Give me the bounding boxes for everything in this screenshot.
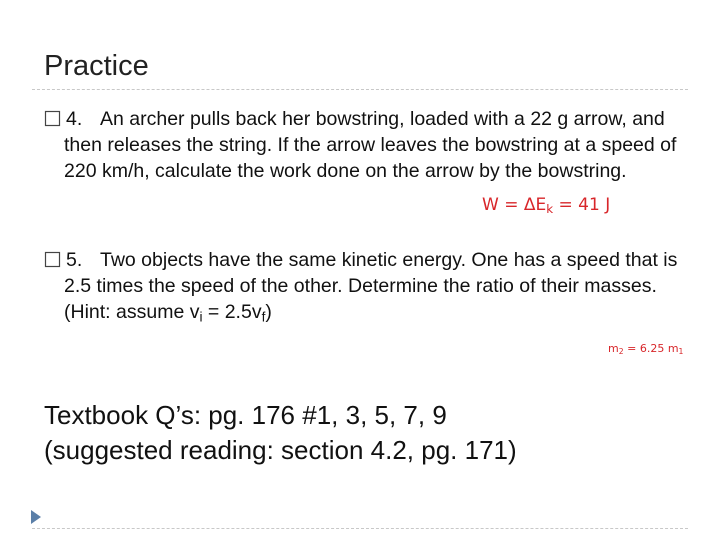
textbook-questions-line: Textbook Q’s: pg. 176 #1, 3, 5, 7, 9 [44, 400, 447, 430]
bullet-box-icon [44, 110, 64, 130]
play-arrow-icon[interactable] [30, 509, 42, 530]
question-5-number: 5. [66, 249, 83, 271]
question-5-answer: $m_2 = 6.25$ $m_1$ [608, 342, 684, 356]
title-divider [32, 89, 688, 90]
question-4-text: An archer pulls back her bowstring, loaded with a 22 g arrow, and then releases the string. If the arrow leaves the bowstring at a speed of 220 km/h, calculate the work done on the arrow by the bowstring. [64, 108, 677, 182]
footer-divider [32, 528, 688, 529]
slide-title: Practice [44, 50, 149, 82]
question-4-number: 4. [66, 108, 83, 130]
question-4-answer: $W = \Delta E_k = 41$ J [482, 195, 611, 216]
suggested-reading-line: (suggested reading: section 4.2, pg. 171) [44, 435, 517, 465]
bullet-box-icon [44, 251, 64, 271]
textbook-reference [44, 398, 517, 468]
question-5-text: Two objects have the same kinetic energy. One has a speed that is 2.5 times the speed of the other. Determine the ratio of their masses. (Hint: assume $v_i = 2.5v_f$) [64, 249, 678, 325]
